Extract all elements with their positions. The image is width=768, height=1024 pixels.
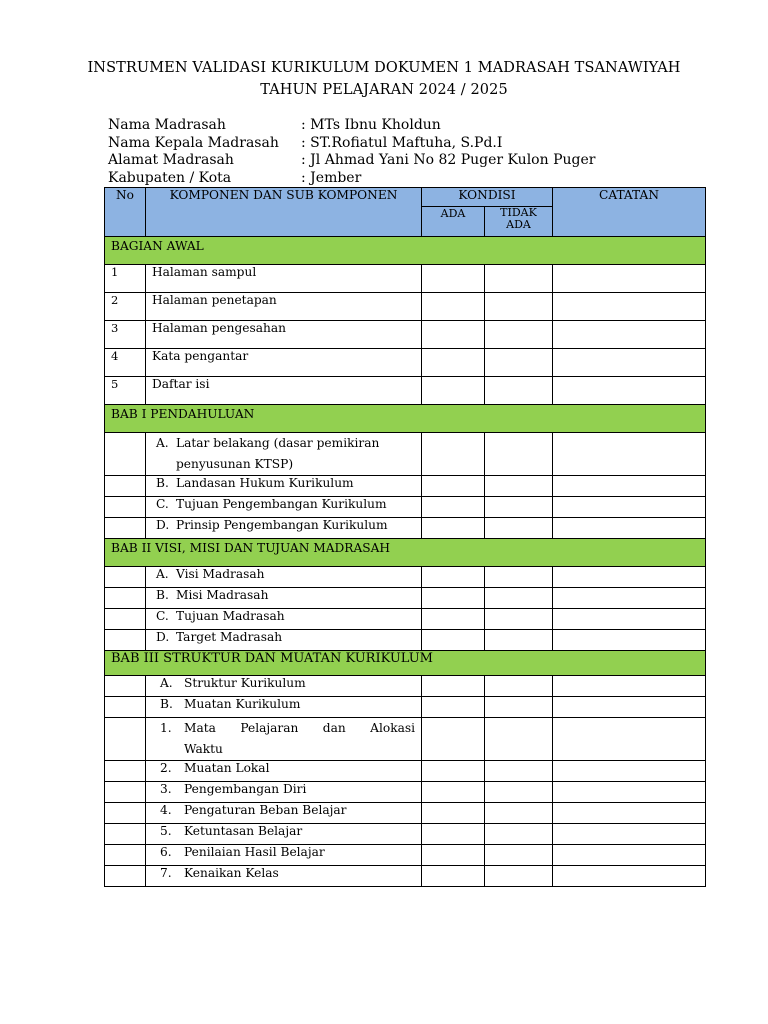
row-label: Penilaian Hasil Belajar xyxy=(184,845,325,859)
row-text xyxy=(146,433,422,476)
row-marker: 5. xyxy=(160,824,172,838)
row-number xyxy=(105,718,146,761)
table-row xyxy=(105,433,706,476)
row-text: Halaman pengesahan xyxy=(146,321,422,349)
info-row-alamat xyxy=(108,152,595,170)
tidak-ada-cell[interactable] xyxy=(485,349,553,377)
table-row xyxy=(105,265,706,293)
catatan-cell[interactable] xyxy=(553,718,706,761)
ada-cell[interactable] xyxy=(422,630,485,651)
catatan-cell[interactable] xyxy=(553,518,706,539)
ada-cell[interactable] xyxy=(422,476,485,497)
row-text xyxy=(146,588,422,609)
tidak-ada-cell[interactable] xyxy=(485,782,553,803)
ada-cell[interactable] xyxy=(422,866,485,887)
ada-cell[interactable] xyxy=(422,321,485,349)
row-label: Landasan Hukum Kurikulum xyxy=(176,476,354,490)
row-number xyxy=(105,697,146,718)
info-value: : Jl Ahmad Yani No 82 Puger Kulon Puger xyxy=(301,152,596,168)
info-value: : Jember xyxy=(301,169,362,186)
info-row-kabupaten xyxy=(108,170,595,188)
row-label: Tujuan Madrasah xyxy=(176,609,285,623)
row-number xyxy=(105,824,146,845)
row-marker: D. xyxy=(156,630,170,644)
table-row xyxy=(105,761,706,782)
ada-cell[interactable] xyxy=(422,845,485,866)
catatan-cell[interactable] xyxy=(553,630,706,651)
row-label: Pengembangan Diri xyxy=(184,782,307,796)
ada-cell[interactable] xyxy=(422,676,485,697)
table-row xyxy=(105,349,706,377)
section-title: BAGIAN AWAL xyxy=(105,237,706,265)
row-label: Muatan Kurikulum xyxy=(184,697,301,711)
catatan-cell[interactable] xyxy=(553,321,706,349)
header-tidak-line2: ADA xyxy=(506,218,531,231)
header-kondisi: KONDISI xyxy=(422,188,553,207)
tidak-ada-cell[interactable] xyxy=(485,697,553,718)
header-row xyxy=(105,188,706,207)
row-number xyxy=(105,609,146,630)
row-label: Visi Madrasah xyxy=(176,567,265,581)
catatan-cell[interactable] xyxy=(553,476,706,497)
row-number: 1 xyxy=(105,265,146,293)
ada-cell[interactable] xyxy=(422,588,485,609)
table-row xyxy=(105,803,706,824)
info-label: Kabupaten / Kota xyxy=(108,169,232,186)
catatan-cell[interactable] xyxy=(553,349,706,377)
row-number xyxy=(105,518,146,539)
madrasah-info xyxy=(108,117,595,187)
row-marker: B. xyxy=(160,697,173,711)
table-row xyxy=(105,497,706,518)
tidak-ada-cell[interactable] xyxy=(485,518,553,539)
ada-cell[interactable] xyxy=(422,697,485,718)
ada-cell[interactable] xyxy=(422,718,485,761)
row-number: 2 xyxy=(105,293,146,321)
row-number xyxy=(105,497,146,518)
tidak-ada-cell[interactable] xyxy=(485,761,553,782)
ada-cell[interactable] xyxy=(422,609,485,630)
row-number xyxy=(105,782,146,803)
row-number xyxy=(105,433,146,476)
ada-cell[interactable] xyxy=(422,497,485,518)
section-title: BAB II VISI, MISI DAN TUJUAN MADRASAH xyxy=(105,539,706,567)
tidak-ada-cell[interactable] xyxy=(485,803,553,824)
info-row-kepala-madrasah xyxy=(108,135,595,153)
row-text xyxy=(146,676,422,697)
header-catatan: CATATAN xyxy=(553,188,706,237)
tidak-ada-cell[interactable] xyxy=(485,293,553,321)
info-row-nama-madrasah xyxy=(108,117,595,135)
row-text xyxy=(146,824,422,845)
ada-cell[interactable] xyxy=(422,782,485,803)
table-row xyxy=(105,293,706,321)
row-number xyxy=(105,630,146,651)
ada-cell[interactable] xyxy=(422,761,485,782)
catatan-cell[interactable] xyxy=(553,293,706,321)
row-label: Muatan Lokal xyxy=(184,761,270,775)
row-text xyxy=(146,609,422,630)
catatan-cell[interactable] xyxy=(553,567,706,588)
table-row xyxy=(105,630,706,651)
header-komponen: KOMPONEN DAN SUB KOMPONEN xyxy=(146,188,422,237)
tidak-ada-cell[interactable] xyxy=(485,845,553,866)
tidak-ada-cell[interactable] xyxy=(485,609,553,630)
row-text: Kata pengantar xyxy=(146,349,422,377)
row-number xyxy=(105,676,146,697)
row-marker: C. xyxy=(156,497,169,511)
table-row xyxy=(105,697,706,718)
section-title: BAB III STRUKTUR DAN MUATAN KURIKULUM xyxy=(105,651,706,676)
table-row xyxy=(105,676,706,697)
row-marker: 3. xyxy=(160,782,172,796)
row-marker: A. xyxy=(156,567,169,581)
row-marker: B. xyxy=(156,588,169,602)
catatan-cell[interactable] xyxy=(553,782,706,803)
catatan-cell[interactable] xyxy=(553,265,706,293)
table-row xyxy=(105,782,706,803)
catatan-cell[interactable] xyxy=(553,609,706,630)
row-marker: 7. xyxy=(160,866,172,880)
tidak-ada-cell[interactable] xyxy=(485,497,553,518)
row-number: 5 xyxy=(105,377,146,405)
ada-cell[interactable] xyxy=(422,433,485,476)
row-number: 4 xyxy=(105,349,146,377)
row-number xyxy=(105,567,146,588)
table-row xyxy=(105,377,706,405)
row-marker: 4. xyxy=(160,803,172,817)
tidak-ada-cell[interactable] xyxy=(485,377,553,405)
catatan-cell[interactable] xyxy=(553,761,706,782)
row-marker: 6. xyxy=(160,845,172,859)
ada-cell[interactable] xyxy=(422,349,485,377)
row-number xyxy=(105,803,146,824)
catatan-cell[interactable] xyxy=(553,803,706,824)
header-no: No xyxy=(105,188,146,237)
tidak-ada-cell[interactable] xyxy=(485,433,553,476)
row-label: Kenaikan Kelas xyxy=(184,866,279,880)
catatan-cell[interactable] xyxy=(553,824,706,845)
tidak-ada-cell[interactable] xyxy=(485,718,553,761)
catatan-cell[interactable] xyxy=(553,866,706,887)
table-row xyxy=(105,609,706,630)
row-number xyxy=(105,866,146,887)
catatan-cell[interactable] xyxy=(553,433,706,476)
row-marker: 2. xyxy=(160,761,172,775)
row-marker: C. xyxy=(156,609,169,623)
ada-cell[interactable] xyxy=(422,265,485,293)
table-row xyxy=(105,718,706,761)
section-bagian-awal xyxy=(105,237,706,265)
ada-cell[interactable] xyxy=(422,803,485,824)
row-text xyxy=(146,782,422,803)
tidak-ada-cell[interactable] xyxy=(485,866,553,887)
row-number xyxy=(105,761,146,782)
row-number: 3 xyxy=(105,321,146,349)
row-text xyxy=(146,803,422,824)
info-label: Nama Madrasah xyxy=(108,117,226,133)
header-tidak-line1: TIDAK xyxy=(500,206,537,219)
header-ada: ADA xyxy=(422,207,485,237)
document-subtitle: TAHUN PELAJARAN 2024 / 2025 xyxy=(260,82,508,98)
row-text xyxy=(146,718,422,761)
section-bab-2 xyxy=(105,539,706,567)
row-number xyxy=(105,845,146,866)
catatan-cell[interactable] xyxy=(553,845,706,866)
ada-cell[interactable] xyxy=(422,518,485,539)
info-label: Alamat Madrasah xyxy=(108,152,234,168)
catatan-cell[interactable] xyxy=(553,697,706,718)
info-value: : MTs Ibnu Kholdun xyxy=(301,117,441,133)
tidak-ada-cell[interactable] xyxy=(485,676,553,697)
tidak-ada-cell[interactable] xyxy=(485,588,553,609)
tidak-ada-cell[interactable] xyxy=(485,630,553,651)
ada-cell[interactable] xyxy=(422,567,485,588)
section-title: BAB I PENDAHULUAN xyxy=(105,405,706,433)
row-text xyxy=(146,630,422,651)
row-text: Daftar isi xyxy=(146,377,422,405)
row-line1: Mata Pelajaran dan Alokasi xyxy=(184,721,415,735)
row-text xyxy=(146,697,422,718)
row-text xyxy=(146,476,422,497)
catatan-cell[interactable] xyxy=(553,588,706,609)
tidak-ada-cell[interactable] xyxy=(485,567,553,588)
row-line1: Latar belakang (dasar pemikiran xyxy=(176,436,380,450)
table-row xyxy=(105,321,706,349)
row-marker: B. xyxy=(156,476,169,490)
document-title: INSTRUMEN VALIDASI KURIKULUM DOKUMEN 1 MADRASAH TSANAWIYAH xyxy=(87,60,681,76)
validation-table xyxy=(104,187,706,887)
ada-cell[interactable] xyxy=(422,293,485,321)
row-label: Target Madrasah xyxy=(176,630,283,644)
row-text xyxy=(146,518,422,539)
row-label: Pengaturan Beban Belajar xyxy=(184,803,347,817)
ada-cell[interactable] xyxy=(422,824,485,845)
table-row xyxy=(105,824,706,845)
table-row xyxy=(105,567,706,588)
row-text xyxy=(146,567,422,588)
table-row xyxy=(105,866,706,887)
row-number xyxy=(105,588,146,609)
info-label: Nama Kepala Madrasah xyxy=(108,134,279,151)
row-label: Struktur Kurikulum xyxy=(184,676,306,690)
catatan-cell[interactable] xyxy=(553,676,706,697)
row-line2: penyusunan KTSP) xyxy=(176,457,294,471)
row-label: Ketuntasan Belajar xyxy=(184,824,303,838)
row-line2: Waktu xyxy=(184,742,223,756)
table-row xyxy=(105,845,706,866)
tidak-ada-cell[interactable] xyxy=(485,321,553,349)
row-label: Tujuan Pengembangan Kurikulum xyxy=(176,497,387,511)
catatan-cell[interactable] xyxy=(553,497,706,518)
row-marker: A. xyxy=(160,676,173,690)
row-text xyxy=(146,845,422,866)
row-marker: A. xyxy=(156,436,169,450)
row-text xyxy=(146,761,422,782)
row-text: Halaman sampul xyxy=(146,265,422,293)
info-value: : ST.Rofiatul Maftuha, S.Pd.I xyxy=(301,134,503,151)
row-label: Misi Madrasah xyxy=(176,588,269,602)
tidak-ada-cell[interactable] xyxy=(485,476,553,497)
table-row xyxy=(105,518,706,539)
row-marker: D. xyxy=(156,518,170,532)
tidak-ada-cell[interactable] xyxy=(485,265,553,293)
row-marker: 1. xyxy=(160,721,172,735)
table-row xyxy=(105,476,706,497)
row-text xyxy=(146,866,422,887)
tidak-ada-cell[interactable] xyxy=(485,824,553,845)
header-tidak-ada xyxy=(485,207,553,237)
row-text: Halaman penetapan xyxy=(146,293,422,321)
catatan-cell[interactable] xyxy=(553,377,706,405)
row-number xyxy=(105,476,146,497)
row-text xyxy=(146,497,422,518)
section-bab-1 xyxy=(105,405,706,433)
table-row xyxy=(105,588,706,609)
section-bab-3 xyxy=(105,651,706,676)
row-label: Prinsip Pengembangan Kurikulum xyxy=(176,518,388,532)
ada-cell[interactable] xyxy=(422,377,485,405)
